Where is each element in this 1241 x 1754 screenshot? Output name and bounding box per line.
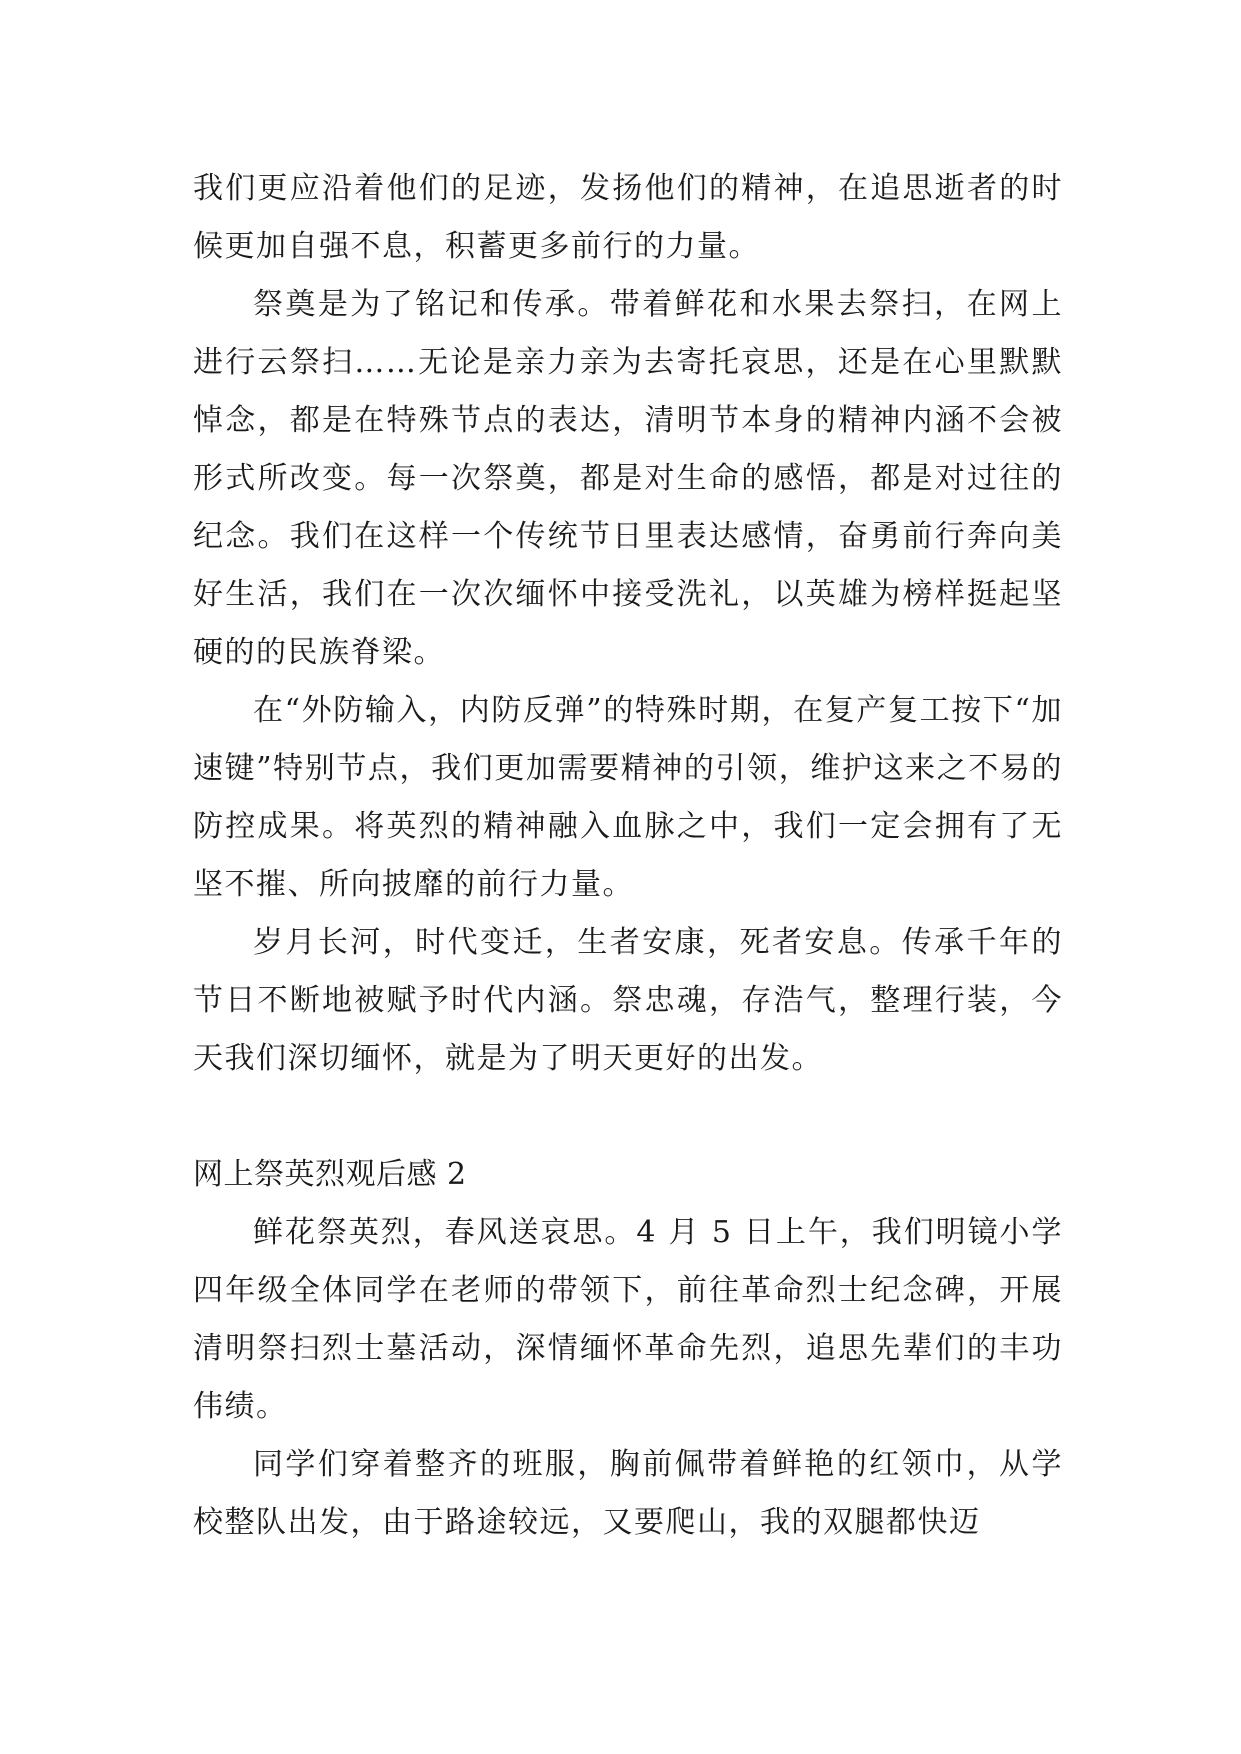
paragraph: 鲜花祭英烈，春风送哀思。4 月 5 日上午，我们明镜小学四年级全体同学在老师的带领下，前往革命烈士纪念碑，开展清明祭扫烈士墓活动，深情缅怀革命先烈，追思先辈们的丰功伟绩。 [193,1215,1063,1424]
paragraph: 祭奠是为了铭记和传承。带着鲜花和水果去祭扫，在网上进行云祭扫……无论是亲力亲为去寄托哀思，还是在心里默默悼念，都是在特殊节点的表达，清明节本身的精神内涵不会被形式所改变。每一次祭奠，都是对生命的感悟，都是对过往的纪念。我们在这样一个传统节日里表达感情，奋勇前行奔向美好生活，我们在一次次缅怀中接受洗礼，以英雄为榜样挺起坚硬的的民族脊梁。 [193,287,1063,670]
paragraph: 岁月长河，时代变迁，生者安康，死者安息。传承千年的节日不断地被赋予时代内涵。祭忠魂，存浩气，整理行装，今天我们深切缅怀，就是为了明天更好的出发。 [193,925,1063,1076]
paragraph: 同学们穿着整齐的班服，胸前佩带着鲜艳的红领巾，从学校整队出发，由于路途较远，又要爬山，我的双腿都快迈 [193,1447,1063,1540]
section-title: 网上祭英烈观后感 2 [193,1157,467,1192]
paragraph: 在“外防输入，内防反弹”的特殊时期，在复产复工按下“加速键”特别节点，我们更加需要精神的引领，维护这来之不易的防控成果。将英烈的精神融入血脉之中，我们一定会拥有了无坚不摧、所向披靡的前行力量。 [193,693,1063,902]
document-body [193,160,1063,1552]
paragraph-continuation: 我们更应沿着他们的足迹，发扬他们的精神，在追思逝者的时候更加自强不息，积蓄更多前行的力量。 [193,171,1063,264]
